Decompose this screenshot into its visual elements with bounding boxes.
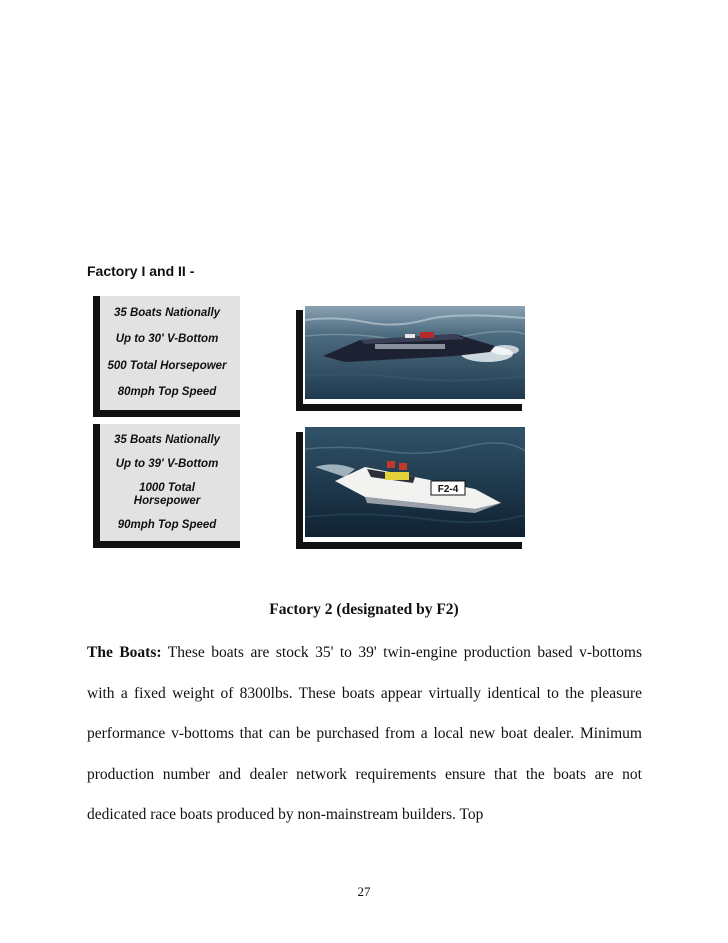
hull-number: F2-4	[437, 484, 459, 495]
spec-top-speed: 80mph Top Speed	[117, 386, 217, 399]
boat-photo-2	[305, 427, 525, 537]
body-paragraph	[87, 633, 642, 836]
spec-boats-count: 35 Boats Nationally	[113, 433, 221, 446]
spec-top-speed: 90mph Top Speed	[117, 518, 217, 531]
paragraph-text: These boats are stock 35' to 39' twin-engine production based v-bottoms with a fixed weight of 8300lbs. These boats appear virtually identical to the pleasure performance v-bottoms that can be purchased from a local new boat dealer. Minimum production number and dealer network requirements ensure that the boats are not dedicated race boats produced by non-mainstream builders. Top	[87, 644, 642, 823]
section-heading: Factory I and II -	[87, 263, 195, 279]
figure-caption: Factory 2 (designated by F2)	[269, 601, 459, 618]
spec-horsepower: 1000 Total Horsepower	[133, 481, 201, 507]
spec-hull-size: Up to 30' V-Bottom	[115, 333, 219, 346]
paragraph-lead: The Boats:	[87, 644, 162, 661]
spec-box-factory-1	[93, 296, 240, 417]
spec-horsepower: 500 Total Horsepower	[107, 359, 227, 372]
page-number: 27	[357, 884, 371, 899]
spec-box-factory-2	[93, 424, 240, 548]
spec-boats-count: 35 Boats Nationally	[113, 306, 221, 319]
boat-photo-1	[305, 306, 525, 399]
spec-hull-size: Up to 39' V-Bottom	[115, 457, 219, 470]
